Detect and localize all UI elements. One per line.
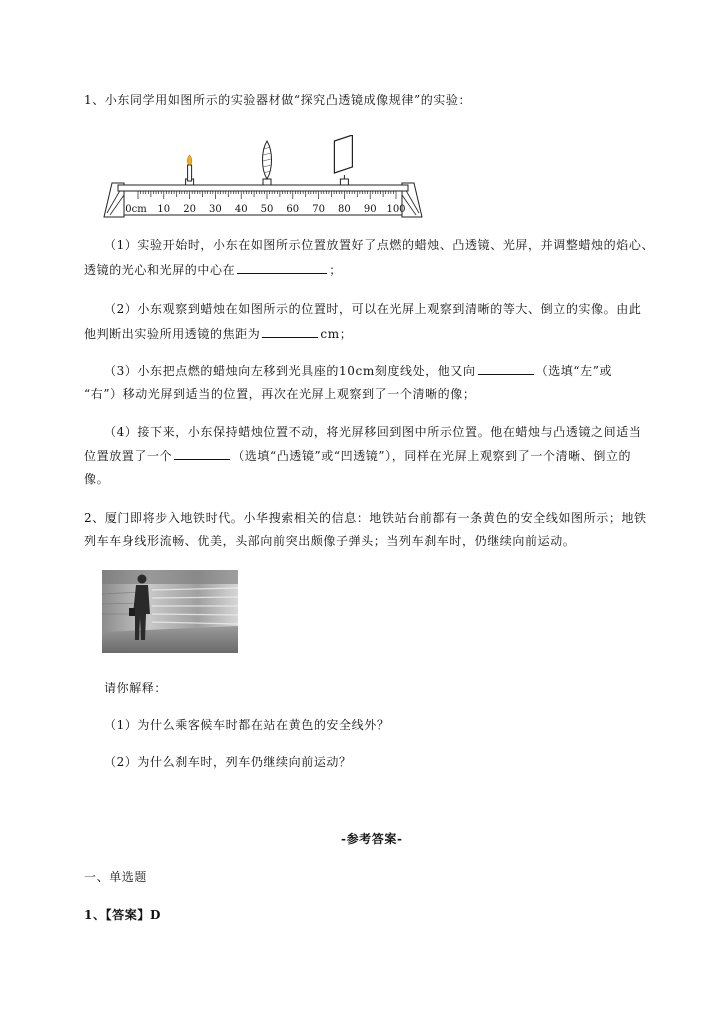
q1-part1-end: ； [329,263,342,277]
ruler-tick-label: 40 [234,204,248,215]
q1-part4-line2 [84,447,631,464]
answer-item-1: 1、【答案】D [84,908,161,922]
q1-part3-line2: “右”）移动光屏到适当的位置，再次在光屏上观察到了一个清晰的像； [84,387,476,401]
ruler-tick-label: 50 [260,204,274,215]
ruler-tick-label: 10 [157,204,171,215]
q2-line1: 2、厦门即将步入地铁时代。小华搜索相关的信息：地铁站台前都有一条黄色的安全线如图所示；地铁 [84,511,647,525]
ruler-tick-label: 80 [338,204,351,215]
q2-line2: 列车车身线形流畅、优美，头部向前突出颇像子弹头；当列车刹车时，仍继续向前运动。 [84,534,576,548]
answers-section-heading: 一、单选题 [84,870,148,884]
q1-part4-line3: 像。 [84,472,110,486]
ruler-tick-label: 20 [183,204,196,215]
q1-part4-text: 位置放置了一个 [84,449,173,463]
convex-lens [263,141,272,179]
q1-part1-text: 透镜的光心和光屏的中心在 [84,263,236,277]
q1-part4-line1: （4）接下来，小东保持蜡烛位置不动，将光屏移回到图中所示位置。他在蜡烛与凸透镜之间适当 [104,425,642,439]
component-holder [340,175,348,185]
light-screen [334,135,352,173]
answer-blank-1[interactable] [237,261,327,274]
ruler-tick-label: 90 [363,204,377,215]
ruler-tick-label: 60 [286,204,300,215]
q1-part2-line1: （2）小东观察到蜡烛在如图所示的位置时，可以在光屏上观察到清晰的等大、倒立的实像。由此 [104,302,642,316]
q1-part2-text: 他判断出实验所用透镜的焦距为 [84,327,261,341]
ruler-tick-label: 70 [312,204,325,215]
ruler-tick-label: 100 [386,204,406,215]
q1-part3-text: （3）小东把点燃的蜡烛向左移到光具座的10cm刻度线处，他又向 [104,364,476,378]
q1-part3-choice: （选填“左”或 [535,364,613,378]
q1-part3-line1 [104,362,612,379]
answers-title: -参考答案- [341,832,403,846]
answer-blank-3[interactable] [478,362,534,375]
answer-blank-2[interactable] [262,325,318,338]
q1-part1-line1: （1）实验开始时，小东在如图所示位置放置好了点燃的蜡烛、凸透镜、光屏，并调整蜡烛的焰心、 [104,238,655,252]
q2-sub1: （1）为什么乘客候车时都在站在黄色的安全线外？ [104,718,390,732]
q1-part2-line2 [84,325,352,342]
answer-blank-4[interactable] [174,447,230,460]
optical-bench-figure [100,135,440,220]
q1-intro: 1、小东同学用如图所示的实验器材做“探究凸透镜成像规律”的实验： [84,93,472,107]
q1-part2-end: cm； [320,327,353,341]
ruler-tick-labels [125,204,405,215]
candle-flame [187,155,192,165]
q1-part4-choice: （选填“凸透镜”或“凹透镜”），同样在光屏上观察到了一个清晰、倒立的 [232,449,632,463]
q2-prompt: 请你解释： [104,681,168,695]
ruler-tick-label: 30 [209,204,222,215]
ruler-unit-label: 0cm [125,204,147,215]
subway-platform-photo [102,570,238,653]
bench-rail [118,185,408,191]
q1-part1-line2 [84,261,342,278]
candle [187,155,192,181]
q2-sub2: （2）为什么刹车时，列车仍继续向前运动？ [104,755,352,769]
